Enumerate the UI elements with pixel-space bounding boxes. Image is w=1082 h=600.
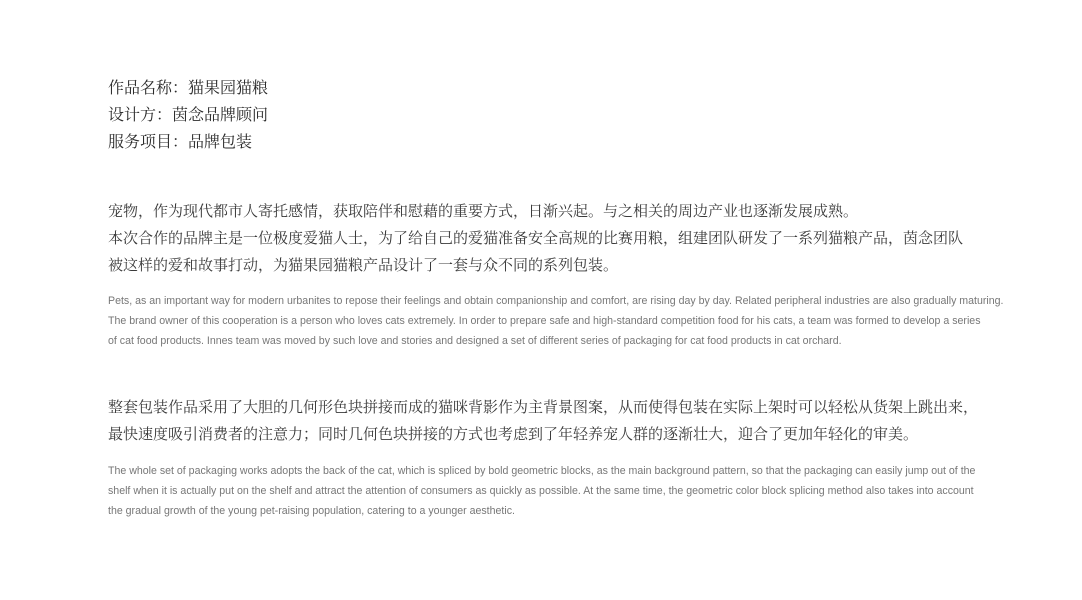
intro-chinese-paragraph	[108, 198, 998, 279]
design-chinese-paragraph	[108, 394, 998, 448]
designer: 设计方：茵念品牌顾问	[108, 105, 269, 124]
project-meta	[108, 74, 1008, 155]
text-line: 本次合作的品牌主是一位极度爱猫人士，为了给自己的爱猫准备安全高规的比赛用粮，组建团队研发了一系列猫粮产品，茵念团队	[108, 229, 964, 247]
text-line: shelf when it is actually put on the shelf and attract the attention of consumers as quickly as possible. At the same time, the geometric color block splicing method also takes into account	[108, 485, 974, 497]
work-name: 作品名称：猫果园猫粮	[108, 78, 269, 97]
intro-english-paragraph	[108, 291, 1004, 351]
project-description-page	[108, 0, 1008, 600]
text-line: The brand owner of this cooperation is a person who loves cats extremely. In order to prepare safe and high-standard competition food for his cats, a team was formed to develop a series	[108, 315, 981, 327]
text-line: 宠物，作为现代都市人寄托感情，获取陪伴和慰藉的重要方式，日渐兴起。与之相关的周边产业也逐渐发展成熟。	[108, 202, 859, 220]
service-item: 服务项目：品牌包装	[108, 132, 253, 151]
text-line: Pets, as an important way for modern urbanites to repose their feelings and obtain companionship and comfort, are rising day by day. Related peripheral industries are also gradually maturing.	[108, 295, 1004, 307]
design-english-paragraph	[108, 461, 998, 521]
text-line: 整套包装作品采用了大胆的几何形色块拼接而成的猫咪背影作为主背景图案，从而使得包装在实际上架时可以轻松从货架上跳出来，	[108, 398, 979, 416]
text-line: The whole set of packaging works adopts the back of the cat, which is spliced by bold geometric blocks, as the main background pattern, so that the packaging can easily jump out of the	[108, 465, 976, 477]
text-line: 最快速度吸引消费者的注意力；同时几何色块拼接的方式也考虑到了年轻养宠人群的逐渐壮大，迎合了更加年轻化的审美。	[108, 425, 919, 443]
text-line: the gradual growth of the young pet-raising population, catering to a younger aesthetic.	[108, 505, 515, 517]
text-line: of cat food products. Innes team was moved by such love and stories and designed a set of different series of packaging for cat food products in cat orchard.	[108, 335, 842, 347]
text-line: 被这样的爱和故事打动，为猫果园猫粮产品设计了一套与众不同的系列包装。	[108, 256, 619, 274]
